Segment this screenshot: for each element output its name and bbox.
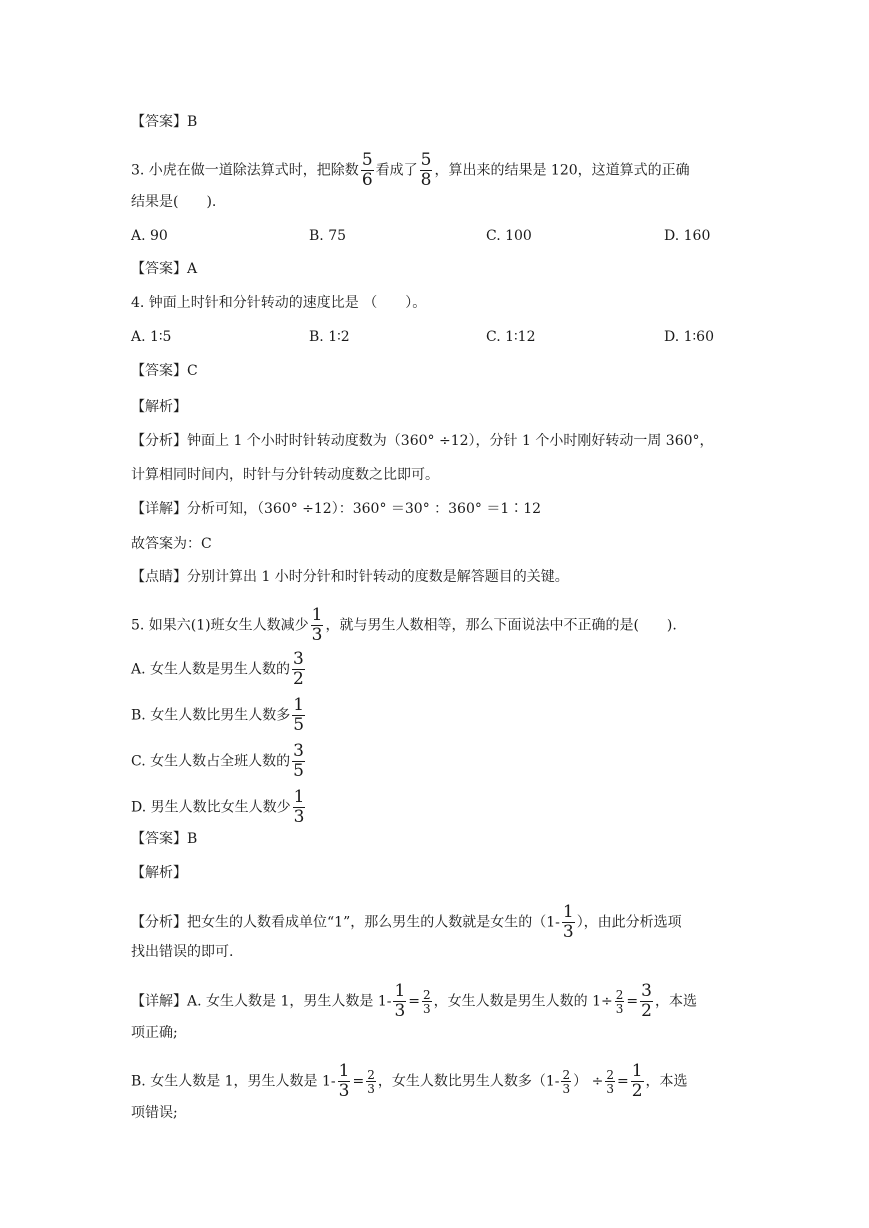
solution-text: 【详解】分析可知，（360° ÷12）：360° ＝30° ：360° ＝1∶12: [131, 501, 542, 517]
fraction: $\frac{1}{3}$: [394, 981, 406, 1021]
fraction: $\frac{1}{5}$: [293, 695, 305, 735]
analysis-text: 计算相同时间内，时针与分针转动度数之比即可。: [131, 467, 439, 483]
fraction: $\frac{1}{3}$: [311, 605, 323, 645]
q4-option-b: B. 1∶2: [309, 329, 350, 345]
analysis-heading: 【解析】: [131, 399, 187, 415]
q3-option-b: B. 75: [309, 228, 347, 244]
fraction: $\frac{1}{3}$: [293, 787, 305, 827]
answer-label: 【答案】C: [131, 363, 198, 379]
fraction: $\frac{1}{3}$: [562, 902, 574, 942]
q4-option-d: D. 1∶60: [664, 329, 714, 345]
analysis-text: 【分析】把女生的人数看成单位“1”，那么男生的人数就是女生的（1- $\frac{1}{3}$ ），由此分析选项: [131, 902, 682, 942]
analysis-text: 【分析】钟面上 1 个小时时针转动度数为（360° ÷12），分针 1 个小时刚好转动一周 360°，: [131, 433, 714, 449]
fraction: $\frac{5}{6}$: [361, 150, 373, 190]
fraction: $\frac{2}{3}$: [562, 1067, 571, 1096]
fraction: $\frac{1}{3}$: [338, 1061, 350, 1101]
solution-text: 项错误;: [131, 1105, 178, 1121]
q5-option-d: D. 男生人数比女生人数少 $\frac{1}{3}$: [131, 787, 305, 827]
fraction: $\frac{2}{3}$: [423, 987, 431, 1016]
fraction: $\frac{2}{3}$: [367, 1067, 375, 1096]
q3-option-c: C. 100: [486, 228, 532, 244]
question-5-stem: 5. 如果六(1)班女生人数减少 $\frac{1}{3}$ ，就与男生人数相等，那么下面说法中不正确的是( ).: [131, 605, 677, 645]
analysis-text: 找出错误的即可.: [131, 944, 234, 960]
solution-text: B. 女生人数是 1，男生人数是 1- $\frac{1}{3}$ = $\frac{2}{3}$ ，女生人数比男生人数多（1- $\frac{2}{3}$ ） ÷ $\frac{2}{3}$ = $\frac{1}{2}$ ，本选: [131, 1061, 688, 1101]
question-3-stem-line2: 结果是( ).: [131, 194, 217, 210]
q3-option-d: D. 160: [664, 228, 711, 244]
solution-text: 【详解】A. 女生人数是 1，男生人数是 1- $\frac{1}{3}$ = $\frac{2}{3}$ ，女生人数是男生人数的 1÷ $\frac{2}{3}$ = $\frac{3}{2}$ ，本选: [131, 981, 697, 1021]
fraction: $\frac{1}{2}$: [631, 1061, 643, 1101]
q5-option-b: B. 女生人数比男生人数多 $\frac{1}{5}$: [131, 695, 305, 735]
fraction: $\frac{3}{2}$: [293, 649, 304, 689]
answer-label: 【答案】B: [131, 114, 198, 130]
question-4-stem: 4. 钟面上时针和分针转动的速度比是 （ ）。: [131, 295, 427, 311]
answer-label: 【答案】A: [131, 261, 198, 277]
fraction: $\frac{2}{3}$: [606, 1067, 614, 1096]
solution-text: 项正确;: [131, 1025, 178, 1041]
conclusion-text: 故答案为：C: [131, 536, 212, 552]
q4-option-a: A. 1∶5: [131, 329, 172, 345]
q3-option-a: A. 90: [131, 228, 168, 244]
q5-option-a: A. 女生人数是男生人数的 $\frac{3}{2}$: [131, 649, 304, 689]
remark-text: 【点睛】分别计算出 1 小时分针和时针转动的度数是解答题目的关键。: [131, 569, 569, 585]
answer-label: 【答案】B: [131, 831, 198, 847]
fraction: $\frac{5}{8}$: [420, 150, 432, 190]
analysis-heading: 【解析】: [131, 865, 187, 881]
fraction: $\frac{3}{5}$: [293, 741, 304, 781]
fraction: $\frac{3}{2}$: [641, 981, 652, 1021]
q5-option-c: C. 女生人数占全班人数的 $\frac{3}{5}$: [131, 741, 304, 781]
fraction: $\frac{2}{3}$: [615, 987, 624, 1016]
question-3-stem: 3. 小虎在做一道除法算式时，把除数 $\frac{5}{6}$ 看成了 $\frac{5}{8}$ ，算出来的结果是 120，这道算式的正确: [131, 150, 690, 190]
q4-option-c: C. 1∶12: [486, 329, 536, 345]
